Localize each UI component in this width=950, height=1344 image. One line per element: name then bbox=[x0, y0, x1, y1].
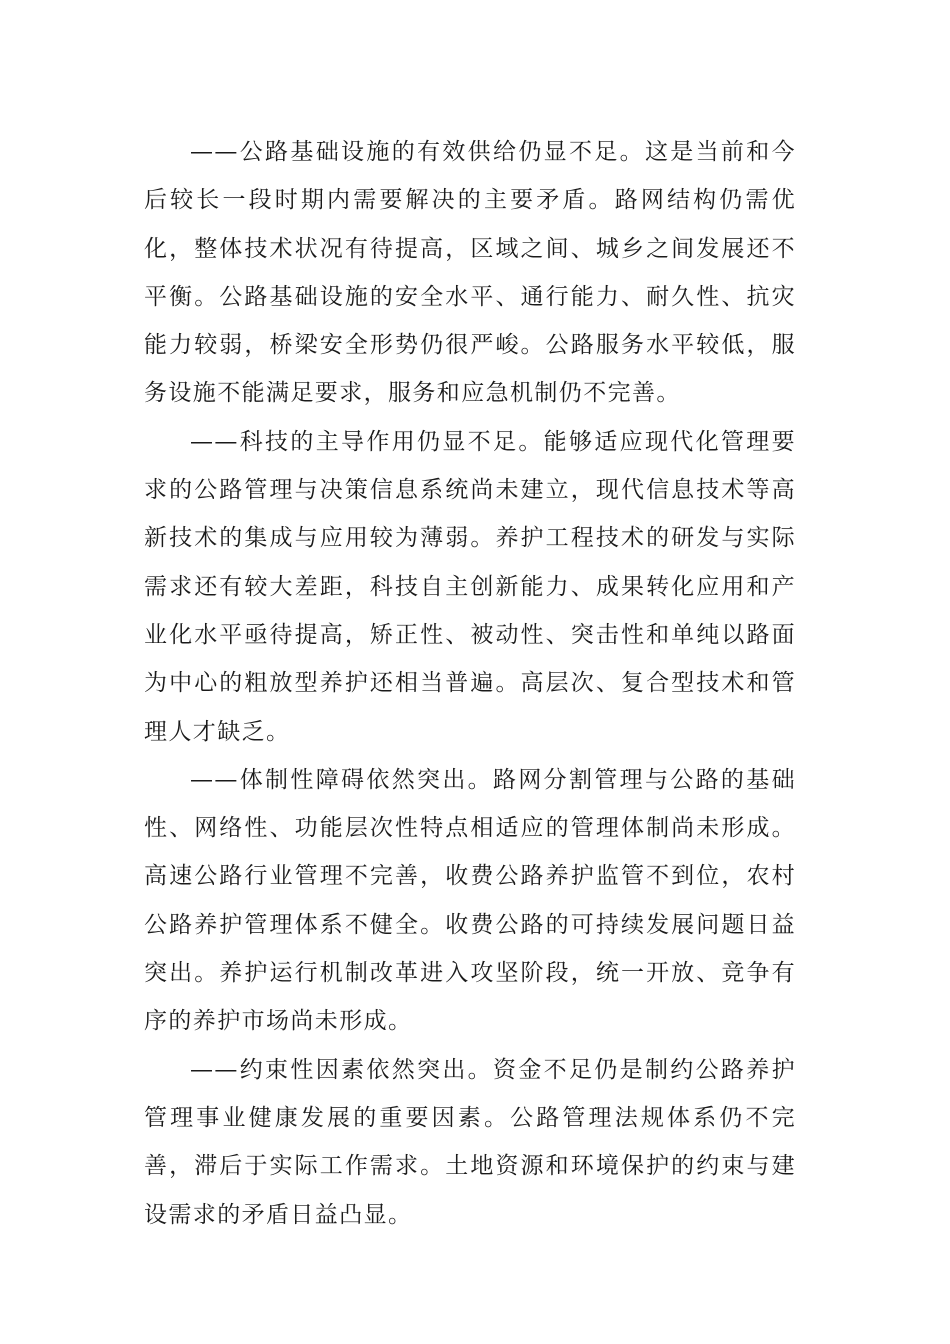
paragraph-constraint-factors: ——约束性因素依然突出。资金不足仍是制约公路养护管理事业健康发展的重要因素。公路管理法规体系仍不完善，滞后于实际工作需求。土地资源和环境保护的约束与建设需求的矛盾日益凸显。 bbox=[144, 1056, 796, 1228]
document-body bbox=[144, 128, 796, 1239]
paragraph-infrastructure-supply: ——公路基础设施的有效供给仍显不足。这是当前和今后较长一段时期内需要解决的主要矛盾。路网结构仍需优化，整体技术状况有待提高，区域之间、城乡之间发展还不平衡。公路基础设施的安全水平、通行能力、耐久性、抗灾能力较弱，桥梁安全形势仍很严峻。公路服务水平较低，服务设施不能满足要求，服务和应急机制仍不完善。 bbox=[144, 139, 796, 407]
paragraph-technology-role: ——科技的主导作用仍显不足。能够适应现代化管理要求的公路管理与决策信息系统尚未建立，现代信息技术等高新技术的集成与应用较为薄弱。养护工程技术的研发与实际需求还有较大差距，科技自主创新能力、成果转化应用和产业化水平亟待提高，矫正性、被动性、突击性和单纯以路面为中心的粗放型养护还相当普遍。高层次、复合型技术和管理人才缺乏。 bbox=[144, 428, 796, 745]
paragraph-institutional-obstacles: ——体制性障碍依然突出。路网分割管理与公路的基础性、网络性、功能层次性特点相适应的管理体制尚未形成。高速公路行业管理不完善，收费公路养护监管不到位，农村公路养护管理体系不健全。收费公路的可持续发展问题日益突出。养护运行机制改革进入攻坚阶段，统一开放、竞争有序的养护市场尚未形成。 bbox=[144, 766, 796, 1035]
